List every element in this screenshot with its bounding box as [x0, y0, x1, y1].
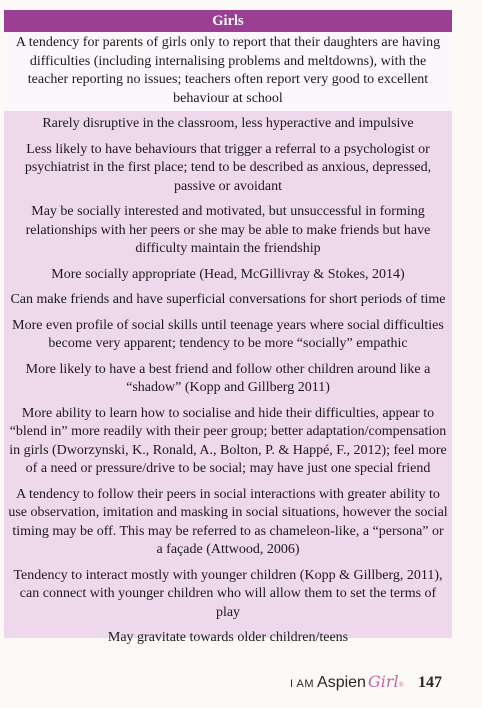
- registered-mark: ®: [398, 681, 404, 689]
- table-row: Can make friends and have superficial conversations for short periods of time: [10, 292, 446, 307]
- table-row: More even profile of social skills until teenage years where social difficulties become very apparent; tendency to be more “socially” empathic: [12, 317, 444, 351]
- table-row: More ability to learn how to socialise and hide their difficulties, appear to “blend in” more readily with their peer group; better adaptation/compensation in girls (Dworzynski, K., Ronald, A., Bolton, P. & Happé, F., 2012); feel more of a need or pressure/drive to be social; may have just one special friend: [9, 405, 447, 476]
- table-header: Girls: [4, 10, 452, 32]
- table-row: May gravitate towards older children/teens: [107, 630, 349, 645]
- book-title-aspien: Aspien: [317, 674, 366, 691]
- table-body: [4, 115, 452, 648]
- book-title-girl: Girl: [367, 672, 399, 691]
- book-title-prefix: I AM: [290, 678, 315, 690]
- table-row: Tendency to interact mostly with younger children (Kopp & Gillberg, 2011), can connect with younger children who will allow them to set the terms of play: [13, 567, 443, 620]
- page-footer: [290, 672, 460, 694]
- table-row: A tendency to follow their peers in social interactions with greater ability to use observation, imitation and masking in social situations, however the social timing may be off. This may be referred to as chameleon-like, a “persona” or a façade (Attwood, 2006): [8, 486, 448, 557]
- page-number: 147: [417, 674, 442, 691]
- table-row: Rarely disruptive in the classroom, less hyperactive and impulsive: [42, 116, 414, 131]
- girls-table: [4, 10, 452, 645]
- table-row: Less likely to have behaviours that trigger a referral to a psychologist or psychiatrist in the first place; tend to be described as anxious, depressed, passive or avoidant: [24, 141, 432, 194]
- table-row: More likely to have a best friend and follow other children around like a “shadow” (Kopp and Gillberg 2011): [25, 361, 431, 395]
- table-row: More socially appropriate (Head, McGillivray & Stokes, 2014): [51, 266, 405, 282]
- table-row: May be socially interested and motivated, but unsuccessful in forming relationships with her peers or she may be able to make friends but have difficulty maintain the friendship: [25, 204, 431, 256]
- table-row: A tendency for parents of girls only to report that their daughters are having difficulties (including internalising problems and meltdowns), with the teacher reporting no issues; teachers often report very good to excellent behaviour at school: [4, 32, 452, 111]
